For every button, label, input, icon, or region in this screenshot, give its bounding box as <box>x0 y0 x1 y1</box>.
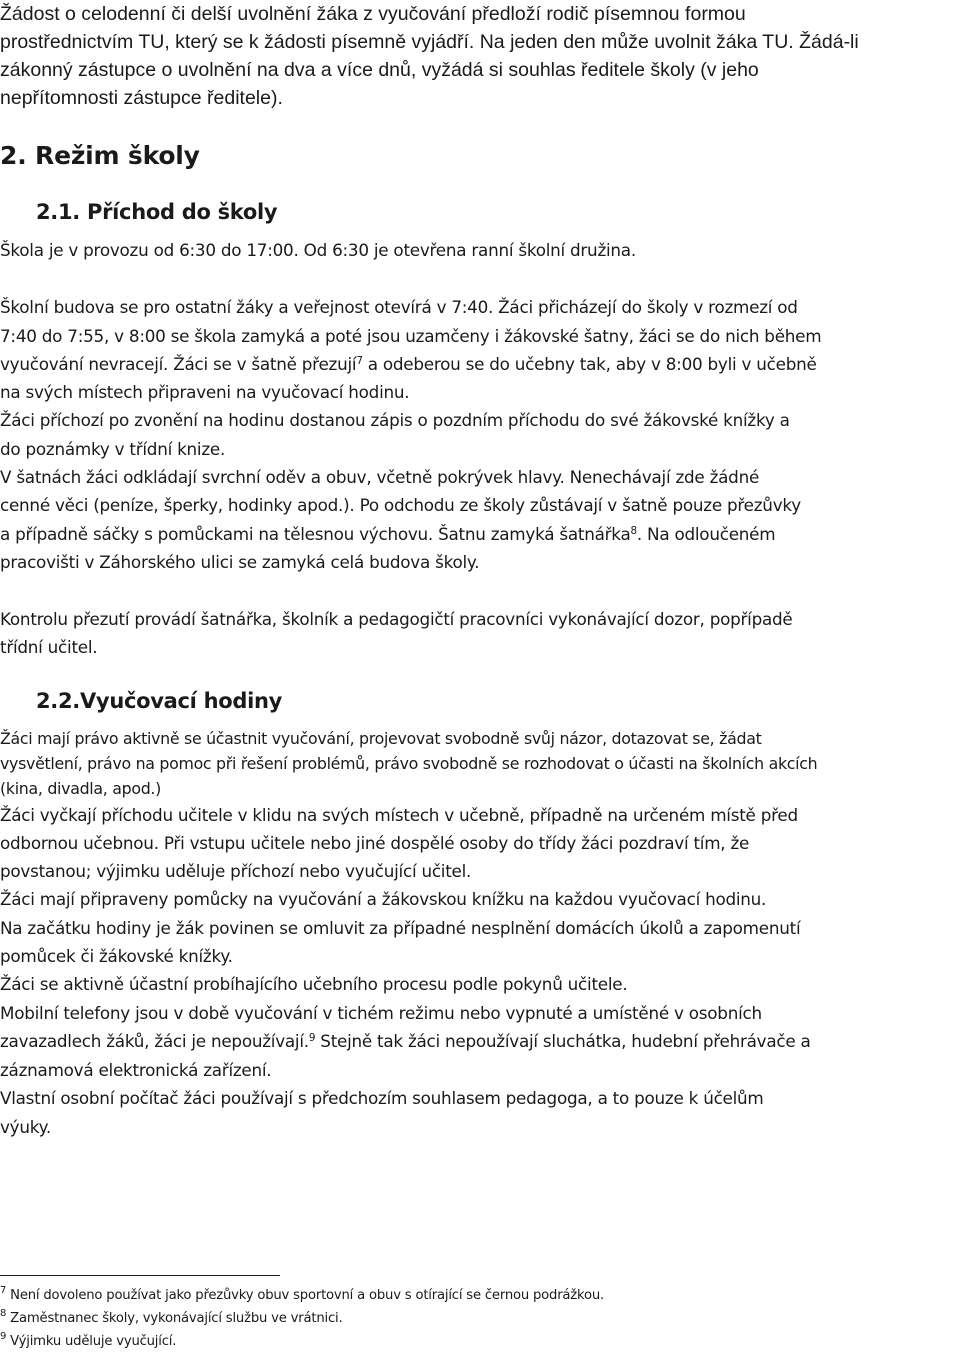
s21-p2-line-3b: a odeberou se do učebny tak, aby v 8:00 byli v učebně <box>362 354 817 374</box>
footnote-mark: 8 <box>0 1308 7 1319</box>
s22-p7-line-1: Vlastní osobní počítač žáci používají s předchozím souhlasem pedagoga, a to pouze k účelům <box>0 1088 764 1108</box>
s21-p2-line-3a: vyučování nevracejí. Žáci se v šatně přezují <box>0 354 357 374</box>
s21-p4-line-4: pracovišti v Záhorského ulici se zamyká celá budova školy. <box>0 552 480 572</box>
s22-p5: Žáci se aktivně účastní probíhajícího učebního procesu podle pokynů učitele. <box>0 974 628 994</box>
footnote-mark: 9 <box>0 1331 7 1342</box>
s22-p6-line-2a: zavazadlech žáků, žáci je nepoužívají. <box>0 1031 309 1051</box>
section-2-number: 2. <box>0 141 27 170</box>
intro-line-1: Žádost o celodenní či delší uvolnění žáka z vyučování předloží rodič písemnou formou <box>0 3 746 25</box>
section-2-1-heading <box>36 200 277 224</box>
footnote-text: Výjimku uděluje vyučující. <box>10 1334 177 1349</box>
s22-p2-line-1: Žáci vyčkají příchodu učitele v klidu na svých místech v učebně, případně na určeném místě před <box>0 805 798 825</box>
s21-p2-line-1: Školní budova se pro ostatní žáky a veřejnost otevírá v 7:40. Žáci přicházejí do školy v rozmezí od <box>0 297 798 317</box>
footnote-7 <box>0 1285 605 1303</box>
s21-p2-line-4: na svých místech připraveni na vyučovací hodinu. <box>0 382 410 402</box>
s22-p6-line-3: záznamová elektronická zařízení. <box>0 1060 272 1080</box>
s22-p3: Žáci mají připraveny pomůcky na vyučování a žákovskou knížku na každou vyučovací hodinu. <box>0 889 767 909</box>
s22-p6-line-1: Mobilní telefony jsou v době vyučování v tichém režimu nebo vypnuté a umístěné v osobních <box>0 1003 762 1023</box>
footnote-text: Není dovoleno používat jako přezůvky obuv sportovní a obuv s otírající se černou podrážkou. <box>10 1288 605 1303</box>
s22-p4-line-2: pomůcek či žákovské knížky. <box>0 946 233 966</box>
s21-p3-line-2: do poznámky v třídní knize. <box>0 439 226 459</box>
s21-p4-line-1: V šatnách žáci odkládají svrchní oděv a obuv, včetně pokrývek hlavy. Nenechávají zde žádné <box>0 467 760 487</box>
section-2-2-title: Vyučovací hodiny <box>79 689 283 713</box>
s21-p1: Škola je v provozu od 6:30 do 17:00. Od 6:30 je otevřena ranní školní družina. <box>0 240 636 260</box>
s22-p2-line-3: povstanou; výjimku uděluje příchozí nebo vyučující učitel. <box>0 861 472 881</box>
s21-p4-line-3b: . Na odloučeném <box>636 524 776 544</box>
s21-p2-line-3 <box>0 354 817 374</box>
section-2-title: Režim školy <box>35 141 200 170</box>
s22-p1-line-1: Žáci mají právo aktivně se účastnit vyučování, projevovat svobodně svůj názor, dotazovat se, žádat <box>0 729 762 748</box>
s21-p5-line-2: třídní učitel. <box>0 637 98 657</box>
intro-line-2: prostřednictvím TU, který se k žádosti písemně vyjádří. Na jeden den může uvolnit žáka TU. Žádá-li <box>0 31 859 53</box>
footnote-ref-9: 9 <box>308 1031 316 1044</box>
s21-p4-line-3a: a případně sáčky s pomůckami na tělesnou výchovu. Šatnu zamyká šatnářka <box>0 524 631 544</box>
section-2-2-number: 2.2. <box>36 689 80 713</box>
s22-p6-line-2 <box>0 1031 811 1051</box>
s22-p1-line-3: (kina, divadla, apod.) <box>0 779 162 798</box>
intro-line-4: nepřítomnosti zástupce ředitele). <box>0 87 283 109</box>
s22-p1-line-2: vysvětlení, právo na pomoc při řešení problémů, právo svobodně se rozhodovat o účasti na školních akcích <box>0 754 818 773</box>
section-2-heading <box>0 141 200 170</box>
s21-p5-line-1: Kontrolu přezutí provádí šatnářka, školník a pedagogičtí pracovníci vykonávající dozor, popřípadě <box>0 609 793 629</box>
s21-p4-line-3 <box>0 524 775 544</box>
s22-p2-line-2: odbornou učebnou. Při vstupu učitele nebo jiné dospělé osoby do třídy žáci pozdraví tím, že <box>0 833 750 853</box>
section-2-2-heading <box>36 689 282 713</box>
s21-p3-line-1: Žáci příchozí po zvonění na hodinu dostanou zápis o pozdním příchodu do své žákovské knížky a <box>0 410 790 430</box>
footnote-text: Zaměstnanec školy, vykonávající službu ve vrátnici. <box>10 1311 343 1326</box>
footnote-mark: 7 <box>0 1285 7 1296</box>
footnote-8 <box>0 1308 343 1326</box>
footnote-ref-8: 8 <box>630 524 637 537</box>
s21-p4-line-2: cenné věci (peníze, šperky, hodinky apod.). Po odchodu ze školy zůstávají v šatně pouze přezůvky <box>0 495 801 515</box>
footnote-ref-7: 7 <box>356 354 363 367</box>
s22-p6-line-2b: Stejně tak žáci nepoužívají sluchátka, hudební přehrávače a <box>315 1031 811 1051</box>
footnote-9 <box>0 1331 177 1349</box>
intro-line-3: zákonný zástupce o uvolnění na dva a více dnů, vyžádá si souhlas ředitele školy (v jeho <box>0 59 759 81</box>
section-2-1-title: Příchod do školy <box>87 200 278 224</box>
s22-p7-line-2: výuky. <box>0 1117 51 1137</box>
section-2-1-number: 2.1. <box>36 200 80 224</box>
s21-p2-line-2: 7:40 do 7:55, v 8:00 se škola zamyká a poté jsou uzamčeny i žákovské šatny, žáci se do nich během <box>0 326 822 346</box>
footnote-separator <box>0 1275 280 1276</box>
s22-p4-line-1: Na začátku hodiny je žák povinen se omluvit za případné nesplnění domácích úkolů a zapomenutí <box>0 918 801 938</box>
